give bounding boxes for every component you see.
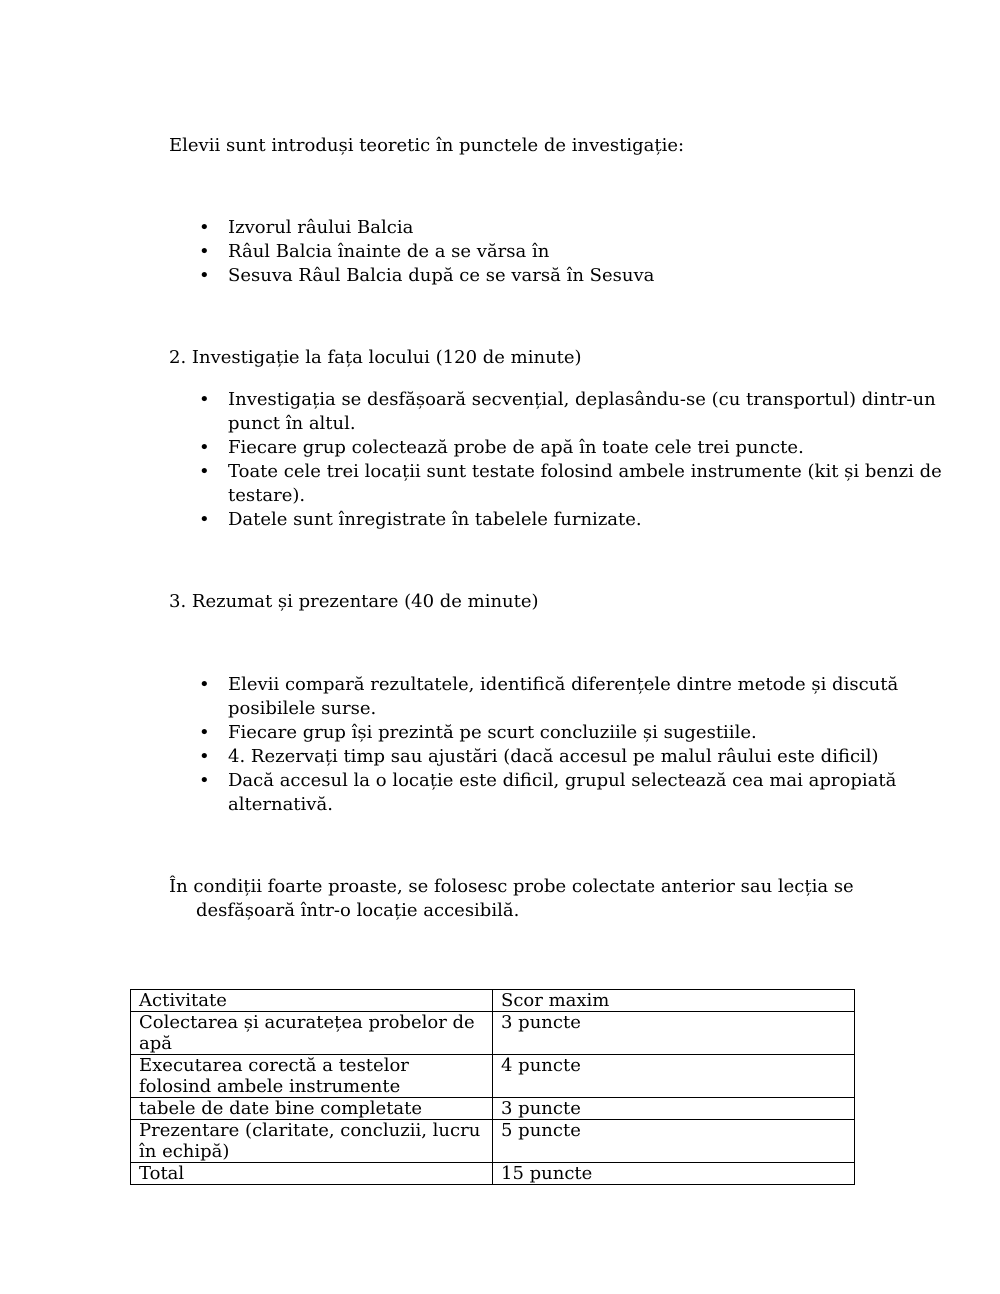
table-row: [131, 1120, 855, 1163]
section-2-heading: 2. Investigație la fața locului (120 de minute): [169, 347, 582, 368]
table-row: [131, 1012, 855, 1055]
activity-cell: tabele de date bine completate: [131, 1098, 493, 1120]
header-activity: Activitate: [131, 990, 493, 1012]
bullet-icon: •: [199, 265, 210, 286]
total-score-cell: 15 puncte: [493, 1163, 855, 1185]
table-row: [131, 1098, 855, 1120]
section-3-heading: 3. Rezumat și prezentare (40 de minute): [169, 591, 539, 612]
bullet-icon: •: [199, 437, 210, 458]
header-max-score: Scor maxim: [493, 990, 855, 1012]
bullet-icon: •: [199, 461, 210, 482]
total-label-cell: Total: [131, 1163, 493, 1185]
bullet-icon: •: [199, 770, 210, 791]
table-header-row: [131, 990, 855, 1012]
list-item: • Dacă accesul la o locație este dificil, grupul selectează cea mai apropiată alternativă.: [199, 770, 897, 815]
score-cell: 3 puncte: [493, 1012, 855, 1055]
list-item: • Datele sunt înregistrate în tabelele furnizate.: [199, 509, 642, 530]
score-cell: 3 puncte: [493, 1098, 855, 1120]
score-cell: 4 puncte: [493, 1055, 855, 1098]
scoring-table: [130, 989, 855, 1185]
list-item: • Râul Balcia înainte de a se vărsa în: [199, 241, 550, 262]
bullet-icon: •: [199, 389, 210, 410]
section-2-list: [169, 388, 949, 532]
list-item: • 4. Rezervați timp sau ajustări (dacă accesul pe malul râului este dificil): [199, 746, 879, 767]
closing-paragraph: În condiții foarte proaste, se folosesc probe colectate anterior sau lecția se desfășoară într-o locație accesibilă.: [169, 876, 854, 921]
bullet-icon: •: [199, 722, 210, 743]
list-item: • Fiecare grup își prezintă pe scurt concluziile și sugestiile.: [199, 722, 757, 743]
activity-cell: Executarea corectă a testelor folosind ambele instrumente: [131, 1055, 493, 1098]
investigation-points-list: [169, 216, 949, 288]
list-item: • Toate cele trei locații sunt testate folosind ambele instrumente (kit și benzi de testare).: [199, 461, 942, 506]
list-item: • Fiecare grup colectează probe de apă în toate cele trei puncte.: [199, 437, 804, 458]
bullet-icon: •: [199, 509, 210, 530]
list-item: • Investigația se desfășoară secvențial, deplasându-se (cu transportul) dintr-un punct în altul.: [199, 389, 936, 434]
activity-cell: Colectarea și acuratețea probelor de apă: [131, 1012, 493, 1055]
section-3-list: [169, 673, 949, 817]
list-item: • Elevii compară rezultatele, identifică diferențele dintre metode și discută posibilele surse.: [199, 674, 899, 719]
bullet-icon: •: [199, 241, 210, 262]
bullet-icon: •: [199, 746, 210, 767]
list-item: • Izvorul râului Balcia: [199, 217, 414, 238]
list-item: • Sesuva Râul Balcia după ce se varsă în Sesuva: [199, 265, 655, 286]
table-row: [131, 1055, 855, 1098]
intro-paragraph: Elevii sunt introduși teoretic în punctele de investigație:: [169, 135, 685, 156]
bullet-icon: •: [199, 674, 210, 695]
bullet-icon: •: [199, 217, 210, 238]
activity-cell: Prezentare (claritate, concluzii, lucru în echipă): [131, 1120, 493, 1163]
table-total-row: [131, 1163, 855, 1185]
score-cell: 5 puncte: [493, 1120, 855, 1163]
